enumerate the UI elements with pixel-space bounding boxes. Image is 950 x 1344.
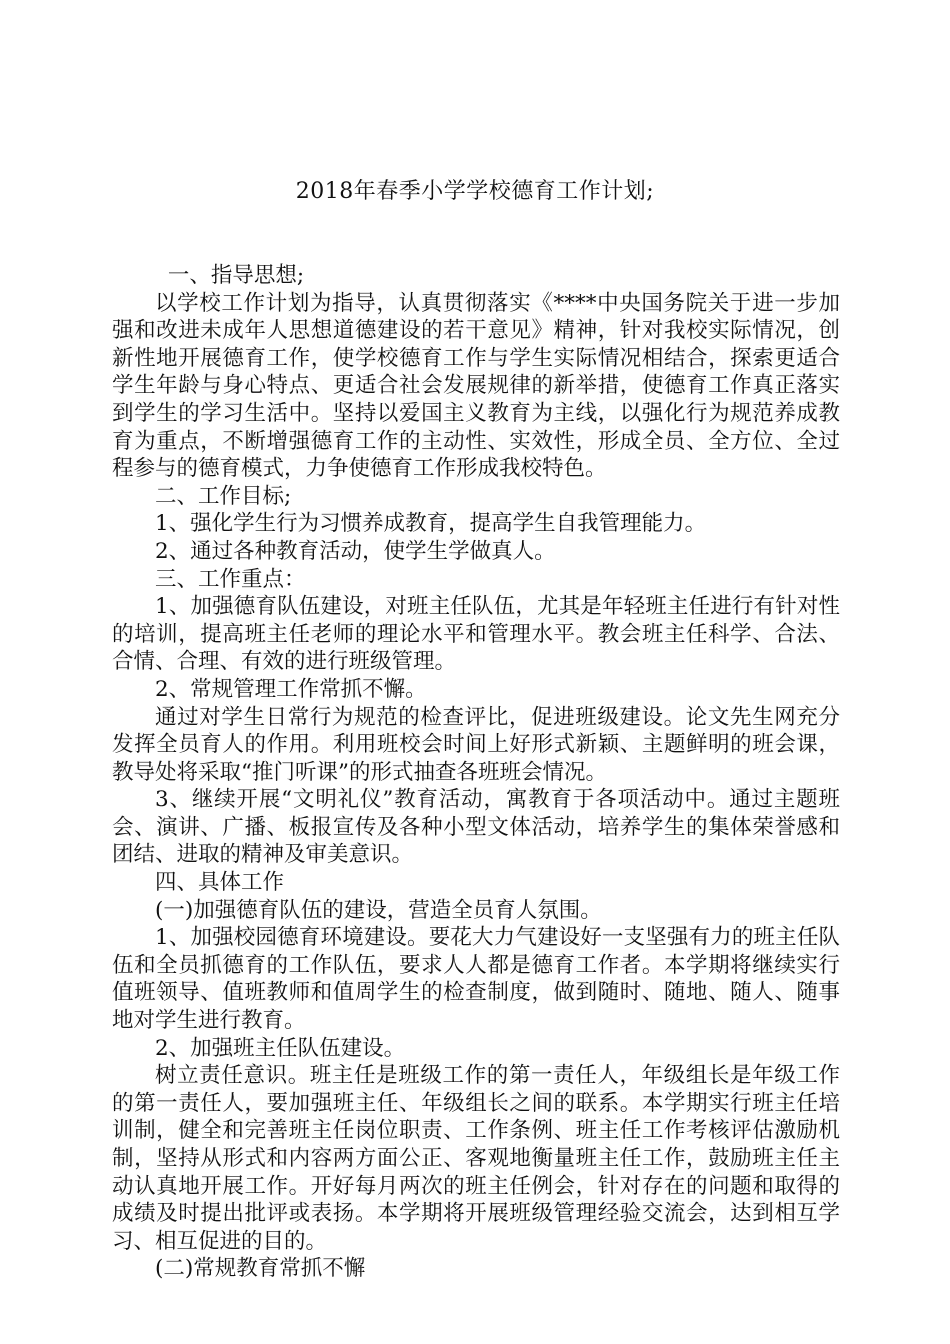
- list-item-goal-2: 2、通过各种教育活动，使学生学做真人。: [155, 538, 556, 564]
- subsection-heading-2: (二)常规教育常抓不懈: [155, 1256, 366, 1282]
- paragraph-guiding-ideology: 以学校工作计划为指导，认真贯彻落实《****中央国务院关于进一步加强和改进未成年人思想道德建设的若干意见》精神，针对我校实际情况，创新性地开展德育工作，使学校德育工作与学生实际情况相结合，探索更适合学生年龄与身心特点、更适合社会发展规律的新举措，使德育工作真正落实到学生的学习生活中。坚持以爱国主义教育为主线，以强化行为规范养成教育为重点，不断增强德育工作的主动性、实效性，形成全员、全方位、全过程参与的德育模式，力争使德育工作形成我校特色。: [112, 290, 840, 482]
- list-item-goal-1: 1、强化学生行为习惯养成教育，提高学生自我管理能力。: [155, 511, 707, 537]
- list-item-focus-2: 2、常规管理工作常抓不懈。: [155, 676, 427, 702]
- document-title: 2018年春季小学学校德育工作计划;: [295, 179, 655, 204]
- list-item-specific-2: 2、加强班主任队伍建设。: [155, 1035, 406, 1061]
- list-item-focus-3: 3、继续开展“文明礼仪”教育活动，寓教育于各项活动中。通过主题班会、演讲、广播、板报宣传及各种小型文体活动，培养学生的集体荣誉感和团结、进取的精神及审美意识。: [112, 787, 840, 868]
- document-body: [112, 262, 840, 1283]
- section-heading-specific-work: 四、具体工作: [155, 870, 285, 896]
- section-heading-work-goals: 二、工作目标;: [155, 483, 292, 509]
- list-item-focus-1: 1、加强德育队伍建设，对班主任队伍，尤其是年轻班主任进行有针对性的培训，提高班主任老师的理论水平和管理水平。教会班主任科学、合法、合情、合理、有效的进行班级管理。: [112, 594, 840, 675]
- subsection-heading-1: (一)加强德育队伍的建设，营造全员育人氛围。: [155, 897, 602, 923]
- section-heading-guiding-ideology: 一、指导思想;: [167, 263, 305, 288]
- section-heading-work-focus: 三、工作重点：: [155, 566, 306, 592]
- paragraph-specific-2-detail: 树立责任意识。班主任是班级工作的第一责任人，年级组长是年级工作的第一责任人，要加强班主任、年级组长之间的联系。本学期实行班主任培训制，健全和完善班主任岗位职责、工作条例、班主任工作考核评估激励机制，坚持从形式和内容两方面公正、客观地衡量班主任工作，鼓励班主任主动认真地开展工作。开好每月两次的班主任例会，针对存在的问题和取得的成绩及时提出批评或表扬。本学期将开展班级管理经验交流会，达到相互学习、相互促进的目的。: [112, 1063, 840, 1254]
- paragraph-focus-2-detail: 通过对学生日常行为规范的检查评比，促进班级建设。论文先生网充分发挥全员育人的作用。利用班校会时间上好形式新颖、主题鲜明的班会课，教导处将采取“推门听课”的形式抽查各班班会情况。: [112, 704, 840, 785]
- list-item-specific-1: 1、加强校园德育环境建设。要花大力气建设好一支坚强有力的班主任队伍和全员抓德育的工作队伍，要求人人都是德育工作者。本学期将继续实行值班领导、值班教师和值周学生的检查制度，做到随时、随地、随人、随事地对学生进行教育。: [112, 925, 840, 1034]
